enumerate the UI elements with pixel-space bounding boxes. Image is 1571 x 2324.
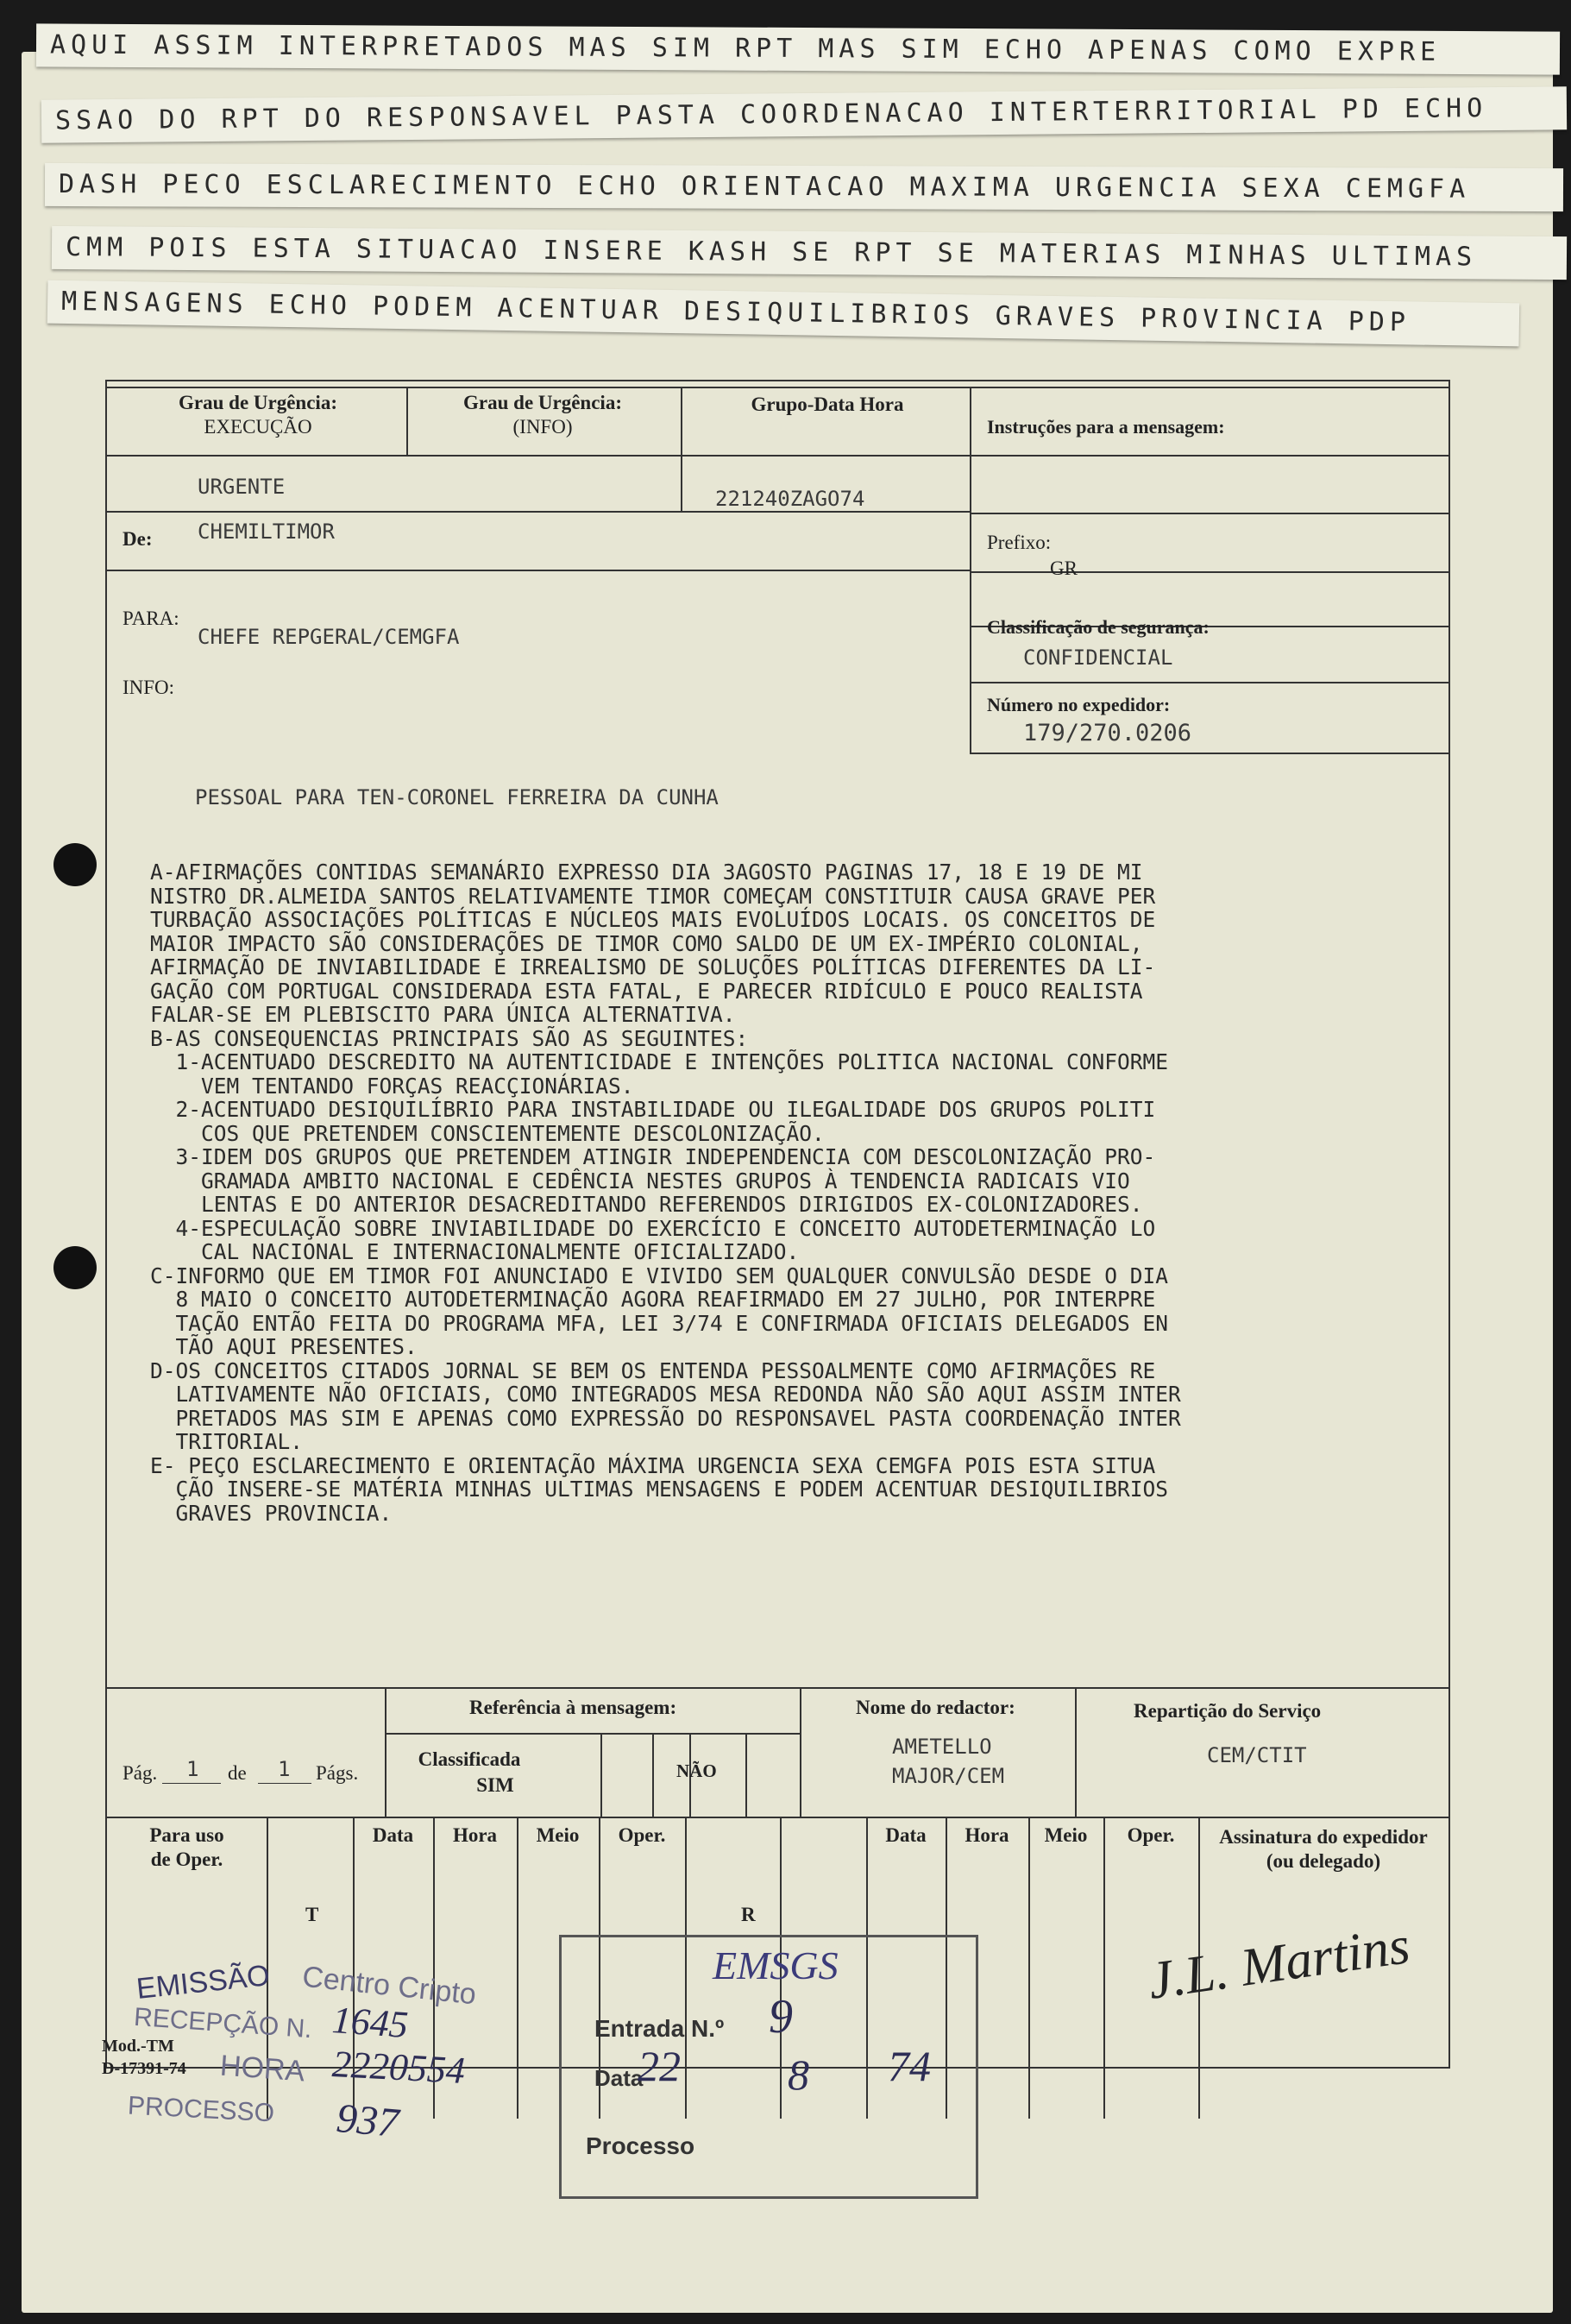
body-line: 2-ACENTUADO DESIQUILÍBRIO PARA INSTABILIDADE OU ILEGALIDADE DOS GRUPOS POLITI [150,1097,1156,1122]
body-line: LENTAS E DO ANTERIOR DESACREDITANDO REFERENDOS DIRIGIDOS EX-COLONIZADORES. [150,1192,1143,1217]
assinatura-label: Assinatura do expedidor [1219,1826,1428,1848]
body-line: LATIVAMENTE NÃO OFICIAIS, COMO INTEGRADOS MESA REDONDA NÃO SÃO AQUI ASSIM INTER [150,1382,1181,1407]
pag-total: 1 [278,1757,291,1781]
pags-label: Págs. [316,1762,359,1784]
body-line: AFIRMAÇÃO DE INVIABILIDADE E IRREALISMO DE SOLUÇÕES POLÍTICAS DIFERENTES DA LI- [150,954,1156,979]
body-line: D-OS CONCEITOS CITADOS JORNAL SE BEM OS ENTENDA PESSOALMENTE COMO AFIRMAÇÕES RE [150,1357,1156,1383]
mod-label: Mod.-TM [102,2037,174,2056]
processo-stamp-label: Processo [586,2132,695,2159]
body-line: NISTRO DR.ALMEIDA SANTOS RELATIVAMENTE TIMOR COMEÇAM CONSTITUIR CAUSA GRAVE PER [150,883,1156,909]
teletype-tape-4: CMM POIS ESTA SITUACAO INSERE KASH SE RPT SE MATERIAS MINHAS ULTIMAS [52,226,1567,280]
redactor-rank: MAJOR/CEM [892,1764,1005,1788]
pag-num: 1 [186,1757,199,1781]
meio-col-2: Meio [1044,1824,1088,1846]
de-label: De: [123,528,153,550]
pag-label: Pág. [123,1762,158,1784]
referencia-label: Referência à mensagem: [469,1697,677,1718]
teletype-tape-5: MENSAGENS ECHO PODEM ACENTUAR DESIQUILIBRIOS GRAVES PROVINCIA PDP [47,280,1520,347]
processo-value: 937 [334,2094,401,2147]
message-form [105,380,1450,2069]
classificacao-label: Classificação de segurança: [987,616,1210,638]
body-line: TRITORIAL. [150,1429,304,1454]
entrada-label: Entrada N.º [594,2015,725,2042]
stamp-processo: PROCESSO [127,2091,275,2128]
hora-value: 2220554 [330,2043,467,2092]
reparticao-value: CEM/CTIT [1207,1743,1307,1767]
delegado-label: (ou delegado) [1266,1850,1381,1872]
nao-label: NÃO [676,1760,717,1781]
signature: J.L. Martins [1144,1916,1414,2011]
emsgs-handwriting: EMSGS [713,1943,839,1987]
body-heading: PESSOAL PARA TEN-CORONEL FERREIRA DA CUNHA [195,785,719,809]
body-line: GAÇÃO COM PORTUGAL CONSIDERADA ESTA FATAL, E PARECER RIDÍCULO E POUCO REALISTA [150,978,1143,1004]
body-line: TAÇÃO ENTÃO FEITA DO PROGRAMA MFA, LEI 3/74 E CONFIRMADA OFICIAIS DELEGADOS EN [150,1310,1169,1336]
body-line: COS QUE PRETENDEM CONSCIENTEMENTE DESCOLONIZAÇÃO. [150,1120,825,1146]
body-line: CAL NACIONAL E INTERNACIONALMENTE OFICIALIZADO. [150,1239,800,1264]
instrucoes-label: Instruções para a mensagem: [987,416,1225,438]
reparticao-label: Repartição do Serviço [1134,1700,1322,1722]
body-line: TURBAÇÃO ASSOCIAÇÕES POLÍTICAS E NÚCLEOS MAIS EVOLUÍDOS LOCAIS. OS CONCEITOS DE [150,907,1156,932]
body-line: 3-IDEM DOS GRUPOS QUE PRETENDEM ATINGIR INDEPENDENCIA COM DESCOLONIZAÇÃO PRO- [150,1144,1156,1169]
para-uso-label: Para uso [149,1824,224,1846]
classificacao-value: CONFIDENCIAL [1023,646,1173,670]
urgency-exec-value: EXECUÇÃO [204,416,312,438]
stamp-centro-cripto: Centro Cripto [300,1960,478,2012]
body-line: A-AFIRMAÇÕES CONTIDAS SEMANÁRIO EXPRESSO DIA 3AGOSTO PAGINAS 17, 18 E 19 DE MI [150,860,1143,885]
data-col-2: Data [885,1824,927,1846]
grupo-data-hora-value: 221240ZAGO74 [715,487,865,511]
stamp-recepcao: RECEPÇÃO N. [133,2002,313,2044]
urgency-info-value: (INFO) [512,416,573,438]
para-label: PARA: [123,608,179,629]
body-line: B-AS CONSEQUENCIAS PRINCIPAIS SÃO AS SEGUINTES: [150,1025,749,1051]
hora-col-2: Hora [965,1824,1009,1846]
pag-de-label: de [228,1762,247,1784]
body-line: 4-ESPECULAÇÃO SOBRE INVIABILIDADE DO EXERCÍCIO E CONCEITO AUTODETERMINAÇÃO LO [150,1215,1156,1241]
data-year: 74 [888,2042,931,2090]
teletype-tape-3: DASH PECO ESCLARECIMENTO ECHO ORIENTACAO MAXIMA URGENCIA SEXA CEMGFA [45,163,1563,211]
message-body [150,860,1418,1525]
stamp-hora: HORA [218,2049,306,2088]
t-label: T [305,1904,319,1925]
urgency-info-label: Grau de Urgência: [463,392,622,413]
redactor-label: Nome do redactor: [856,1697,1015,1718]
punch-hole-top [53,843,97,886]
prefixo-label: Prefixo: [987,532,1052,553]
entrada-stamp [559,1935,978,2199]
de-value: CHEMILTIMOR [198,520,335,544]
de-oper-label: de Oper. [150,1848,223,1870]
classificada-label: Classificada [418,1748,521,1770]
urgency-value: URGENTE [198,475,286,499]
body-line: E- PEÇO ESCLARECIMENTO E ORIENTAÇÃO MÁXIMA URGENCIA SEXA CEMGFA POIS ESTA SITUA [150,1452,1156,1478]
stamp-emissao: EMISSÃO [135,1959,272,2006]
punch-hole-bottom [53,1246,97,1289]
body-line: GRAVES PROVINCIA. [150,1500,393,1526]
body-line: C-INFORMO QUE EM TIMOR FOI ANUNCIADO E VIVIDO SEM QUALQUER CONVULSÃO DESDE O DIA [150,1263,1169,1288]
numero-label: Número no expedidor: [987,694,1171,715]
oper-col-2: Oper. [1127,1824,1175,1846]
oper-col-1: Oper. [618,1824,666,1846]
numero-value: 179/270.0206 [1023,720,1192,746]
mod-code: D-17391-74 [102,2059,186,2078]
data-day: 22 [638,2042,681,2090]
urgency-exec-label: Grau de Urgência: [179,392,337,413]
body-line: GRAMADA AMBITO NACIONAL E CEDÊNCIA NESTES GRUPOS À TENDENCIA RADICAIS VIO [150,1168,1130,1193]
redactor-name: AMETELLO [892,1735,992,1759]
body-line: VEM TENTANDO FORÇAS REACÇIONÁRIAS. [150,1073,634,1099]
body-line: 1-ACENTUADO DESCREDITO NA AUTENTICIDADE E INTENÇÕES POLITICA NACIONAL CONFORME [150,1049,1169,1074]
teletype-tape-2: SSAO DO RPT DO RESPONSAVEL PASTA COORDENACAO INTERTERRITORIAL PD ECHO [41,86,1567,142]
sim-label: SIM [476,1774,514,1796]
body-line: TÃO AQUI PRESENTES. [150,1334,418,1359]
r-label: R [741,1904,756,1925]
hora-col-1: Hora [452,1824,498,1846]
teletype-tape-1: AQUI ASSIM INTERPRETADOS MAS SIM RPT MAS SIM ECHO APENAS COMO EXPRE [36,23,1560,74]
recepcao-number: 1645 [330,1998,410,2047]
para-value: CHEFE REPGERAL/CEMGFA [198,625,460,649]
body-line: ÇÃO INSERE-SE MATÉRIA MINHAS ULTIMAS MENSAGENS E PODEM ACENTUAR DESIQUILIBRIOS [150,1477,1169,1502]
body-line: MAIOR IMPACTO SÃO CONSIDERAÇÕES DE TIMOR COMO SALDO DE UM EX-IMPÉRIO COLONIAL, [150,930,1143,956]
prefixo-value: GR [1050,557,1078,579]
grupo-data-hora-label: Grupo-Data Hora [751,394,904,415]
data-stamp-label: Data [594,2065,644,2091]
info-label: INFO: [123,677,175,698]
meio-col-1: Meio [536,1824,580,1846]
entrada-number: 9 [769,1990,793,2044]
body-line: 8 MAIO O CONCEITO AUTODETERMINAÇÃO AGORA REAFIRMADO EM 27 JULHO, POR INTERPRE [150,1287,1156,1312]
body-line: FALAR-SE EM PLEBISCITO PARA ÚNICA ALTERNATIVA. [150,1002,736,1027]
data-month: 8 [788,2050,809,2099]
body-line: PRETADOS MAS SIM E APENAS COMO EXPRESSÃO DO RESPONSAVEL PASTA COORDENAÇÃO INTER [150,1405,1181,1431]
data-col-1: Data [372,1824,414,1846]
